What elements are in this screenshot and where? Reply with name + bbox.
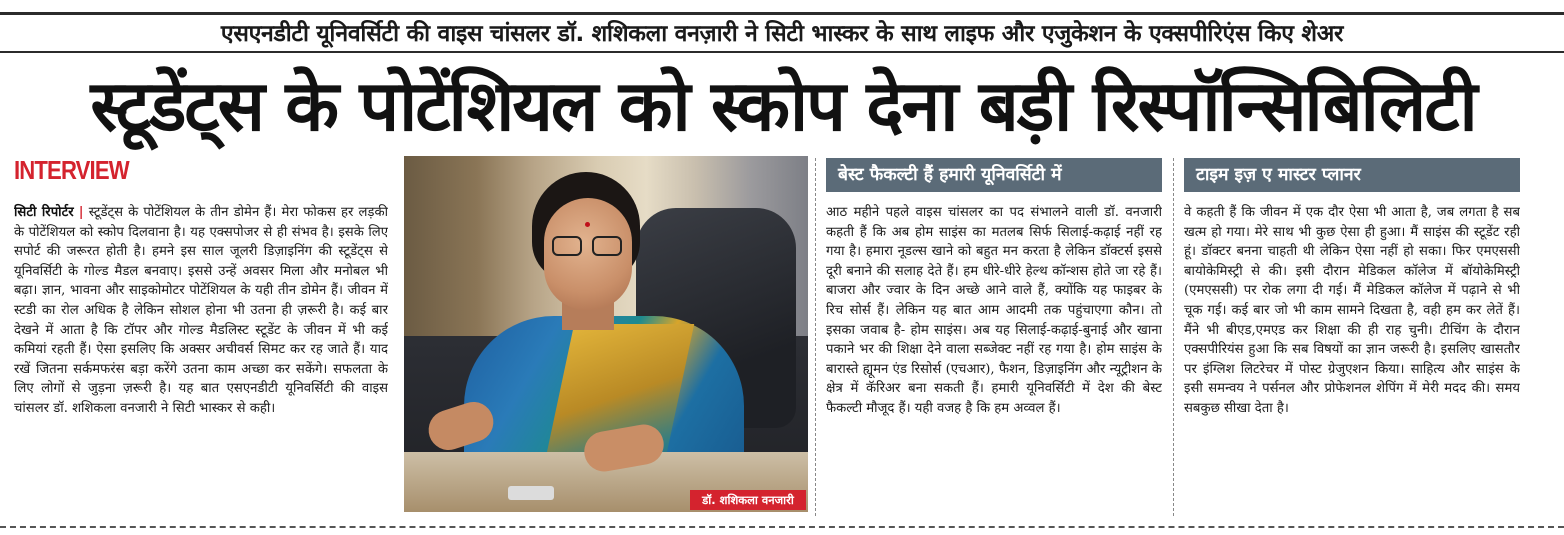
bindi-icon bbox=[585, 222, 590, 227]
column-1-body: स्टूडेंट्स के पोटेंशियल के तीन डोमेन हैं। मेरा फोकस हर लड़की के पोटेंशियल को स्कोप दिलवाना है। यह एक्सपोजर से ही संभव है। इसके लिए सपोर्ट की जरूरत होती है। हमने इस साल जूलरी डिज़ाइनिंग की स्टूडेंट्स से यूनिवर्सिटी के गोल्ड मैडल बनवाए। इससे उन्हें अवसर मिला और मनोबल भी बढ़ा। ज्ञान, भावना और साइकोमोटर पोटेंशियल के यही तीन डोमेन हैं। जीवन में स्टडी का रोल अधिक है लेकिन सोशल होना भी उतना ही ज़रूरी है। कई बार देखने में आता है कि टॉपर और गोल्ड मैडलिस्ट स्टूडेंट के जीवन में भी कई कमियां रहती हैं। ऐसा इसलिए कि अक्सर अचीवर्स सिमट कर रह जाते हैं। याद रखें जितना सर्कमफरंस बड़ा करेंगे उतना काम अच्छा कर सकेंगे। सफलता के लिए लोगों से जुड़ना ज़रूरी है। यह बात एसएनडीटी यूनिवर्सिटी की वाइस चांसलर डॉ. शशिकला वनजारी ने सिटी भास्कर से कही। bbox=[14, 205, 388, 416]
photo-caption: डॉ. शशिकला वनजारी bbox=[690, 490, 806, 510]
phone-icon bbox=[508, 486, 554, 500]
kicker-underline bbox=[0, 51, 1564, 53]
byline: सिटी रिपोर्टर bbox=[14, 205, 74, 220]
portrait-photo bbox=[404, 156, 808, 512]
section-heading-faculty: बेस्ट फैकल्टी हैं हमारी यूनिवर्सिटी में bbox=[826, 158, 1162, 192]
glasses-right-icon bbox=[592, 236, 622, 256]
section-heading-time: टाइम इज़ ए मास्टर प्लानर bbox=[1184, 158, 1520, 192]
bottom-rule bbox=[0, 526, 1564, 528]
interview-label: INTERVIEW bbox=[14, 155, 129, 185]
article-column-4: वे कहती हैं कि जीवन में एक दौर ऐसा भी आता है, जब लगता है सब खत्म हो गया। मेरे साथ भी कुछ ऐसा ही हुआ। मैं साइंस की स्टूडेंट रही हूं। डॉक्टर बनना चाहती थी लेकिन ऐसा नहीं हो सका। फिर एमएससी बायोकेमिस्ट्री से की। इसी दौरान मेडिकल कॉलेज में बॉयोकेमिस्ट्री (एमएससी) पर रोक लगा दी गई। मैं मेडिकल कॉलेज में पढ़ाने से भी चूक गई। कई बार जो भी काम सामने दिखता है, वही हम कर लेतें हैं। मैंने भी बीएड,एमएड कर शिक्षा की ही राह चुनी। टीचिंग के दौरान एक्सपीरियंस हुआ कि सब विषयों का ज्ञान जरूरी है। इसलिए खासतौर पर इंग्लिश लिटरेचर में पोस्ट ग्रेजुएशन किया। साहित्य और साइंस के इसी समन्वय ने पर्सनल और प्रोफेशनल शेपिंग में मेरी मदद की। समय सबकुछ सीखा देता है। bbox=[1184, 205, 1520, 416]
byline-separator: | bbox=[78, 205, 84, 220]
top-rule bbox=[0, 12, 1564, 15]
article-column-3: आठ महीने पहले वाइस चांसलर का पद संभालने वाली डॉ. वनजारी कहती हैं कि अब होम साइंस का मतलब सिर्फ सिलाई-कढ़ाई नहीं रह गया है। हमारा नूडल्स खाने को बहुत मन करता है लेकिन डॉक्टर्स इससे दूरी बनाने की सलाह देते हैं। हम धीरे-धीरे हेल्थ कॉन्शस होते जा रहे हैं। बाजरा और ज्वार के दिन अच्छे आने वाले हैं, क्योंकि यह फाइबर के रिच सोर्स हैं। लेकिन यह बात आम आदमी तक पहुंचाएगा कौन। तो इसका जवाब है- होम साइंस। अब यह सिलाई-कढ़ाई-बुनाई और खाना पकाने भर की शिक्षा देने वाला सब्जेक्ट नहीं रह गया है। होम साइंस के बारास्ते ह्यूमन एंड रिसोर्स (एचआर), फैशन, डिज़ाइनिंग और न्यूट्रीशन के क्षेत्र में कॅरिअर बना सकती हैं। हमारी यूनिवर्सिटी में देश की बेस्ट फैकल्टी मौजूद हैं। यही वजह है कि हम अव्वल हैं। bbox=[826, 205, 1162, 416]
kicker-line: एसएनडीटी यूनिवर्सिटी की वाइस चांसलर डॉ. शशिकला वनज़ारी ने सिटी भास्कर के साथ लाइफ और एजुकेशन के एक्सपीरिएंस किए शेअर bbox=[220, 21, 1344, 47]
column-divider bbox=[815, 158, 816, 516]
column-divider bbox=[1173, 158, 1174, 516]
article-column-1 bbox=[14, 203, 388, 515]
glasses-left-icon bbox=[552, 236, 582, 256]
headline: स्टूडेंट्स के पोटेंशियल को स्कोप देना बड़ी रिस्पॉन्सिबिलिटी bbox=[90, 65, 1476, 147]
